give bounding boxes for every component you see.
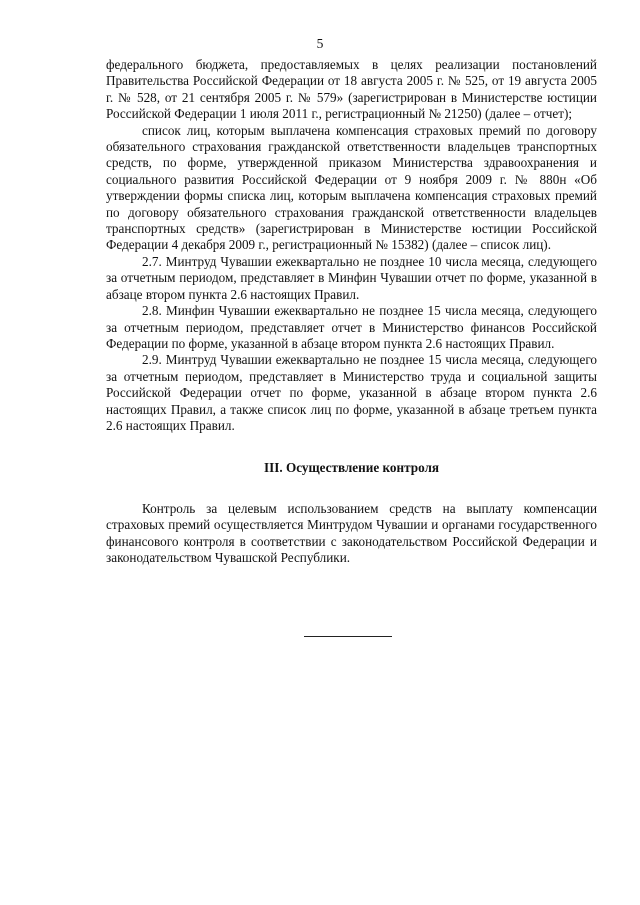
paragraph-2-9: 2.9. Минтруд Чувашии ежеквартально не позднее 15 числа месяца, следующего за отчетным периодом, представляет в Министерство труда и социальной защиты Российской Федерации отчет по форме, указанной в абзаце втором пункта 2.6 настоящих Правил, а также список лиц по форме, указанной в абзаце третьем пункта 2.6 настоящих Правил.	[106, 352, 597, 433]
paragraph-report-definition: федерального бюджета, предоставляемых в целях реализации постановлений Правительства Российской Федерации от 18 августа 2005 г. № 525, от 19 августа 2005 г. № 528, от 21 сентября 2005 г. № 579» (зарегистрирован в Министерстве юстиции Российской Федерации 1 июля 2011 г., регистрационный № 21250) (далее – отчет);	[106, 57, 597, 122]
paragraph-2-8: 2.8. Минфин Чувашии ежеквартально не позднее 15 числа месяца, следующего за отчетным периодом, представляет отчет в Министерство финансов Российской Федерации по форме, указанной в абзаце втором пункта 2.6 настоящих Правил.	[106, 303, 597, 351]
paragraph-control: Контроль за целевым использованием средств на выплату компенсации страховых премий осуществляется Минтрудом Чувашии и органами государственного финансового контроля в соответствии с законодательством Российской Федерации и законодательством Чувашской Республики.	[106, 500, 597, 565]
paragraph-list-of-persons: список лиц, которым выплачена компенсация страховых премий по договору обязательного страхования гражданской ответственности владельцев транспортных средств, по форме, утвержденной приказом Министерства здравоохранения и социального развития Российской Федерации от 9 ноября 2009 г. № 880н «Об утверждении формы списка лиц, которым выплачена компенсация страховых премий по договору обязательного страхования гражданской ответственности владельцев транспортных средств» (зарегистрирован в Министерстве юстиции Российской Федерации 4 декабря 2009 г., регистрационный № 15382) (далее – список лиц).	[106, 122, 597, 253]
section-heading: III. Осуществление контроля	[263, 460, 440, 476]
document-body	[106, 57, 597, 566]
paragraph-2-7: 2.7. Минтруд Чувашии ежеквартально не позднее 10 числа месяца, следующего за отчетным периодом, представляет в Минфин Чувашии отчет по форме, указанной в абзаце втором пункта 2.6 настоящих Правил.	[106, 253, 597, 302]
end-rule-divider	[304, 636, 392, 637]
page-number: 5	[316, 36, 324, 51]
